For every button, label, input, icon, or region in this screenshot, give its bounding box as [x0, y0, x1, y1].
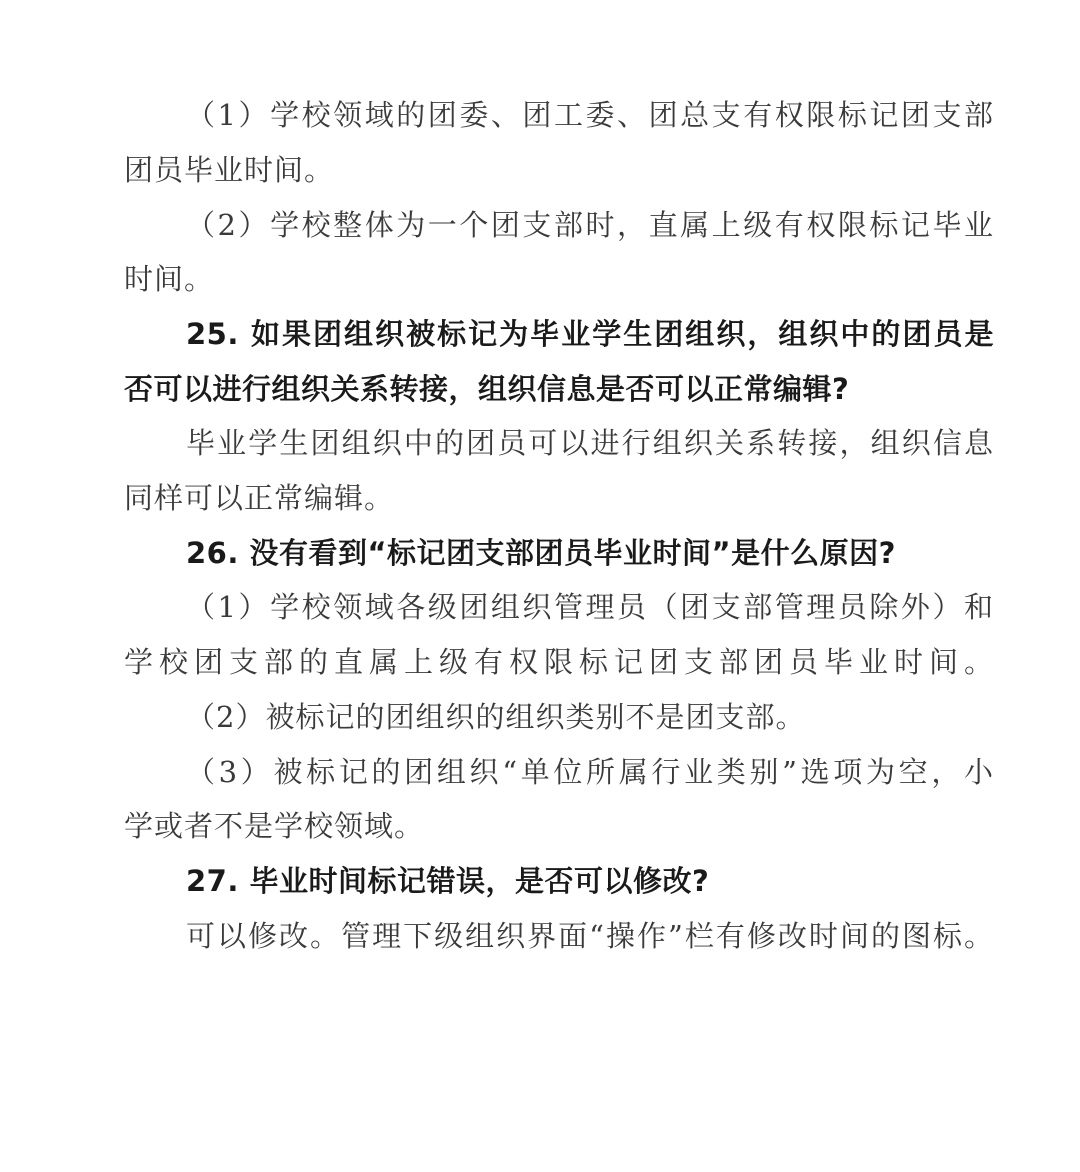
question-27-line: 27. 毕业时间标记错误，是否可以修改? [186, 864, 710, 898]
question-25-line: 25. 如果团组织被标记为毕业学生团组织，组织中的团员是 [186, 317, 994, 351]
answer-26-line: 学或者不是学校领域。 [124, 809, 425, 843]
answer-26-line: （2）被标记的团组织的组织类别不是团支部。 [186, 700, 806, 734]
answer-26-line: （3）被标记的团组织“单位所属行业类别”选项为空，小 [186, 755, 994, 789]
answer-27-line: 可以修改。管理下级组织界面“操作”栏有修改时间的图标。 [186, 919, 994, 953]
answer-26-line: 学校团支部的直属上级有权限标记团支部团员毕业时间。 [124, 645, 994, 679]
answer-26-line: （1）学校领域各级团组织管理员（团支部管理员除外）和 [186, 590, 994, 624]
question-26-line: 26. 没有看到“标记团支部团员毕业时间”是什么原因? [186, 536, 896, 570]
question-25-line: 否可以进行组织关系转接，组织信息是否可以正常编辑? [124, 372, 850, 406]
paragraph-line: （2）学校整体为一个团支部时，直属上级有权限标记毕业 [186, 208, 994, 242]
paragraph-line: （1）学校领域的团委、团工委、团总支有权限标记团支部 [186, 98, 994, 132]
answer-25-line: 毕业学生团组织中的团员可以进行组织关系转接，组织信息 [186, 426, 994, 460]
paragraph-line: 时间。 [124, 262, 215, 296]
paragraph-line: 团员毕业时间。 [124, 153, 335, 187]
answer-25-line: 同样可以正常编辑。 [124, 481, 395, 515]
